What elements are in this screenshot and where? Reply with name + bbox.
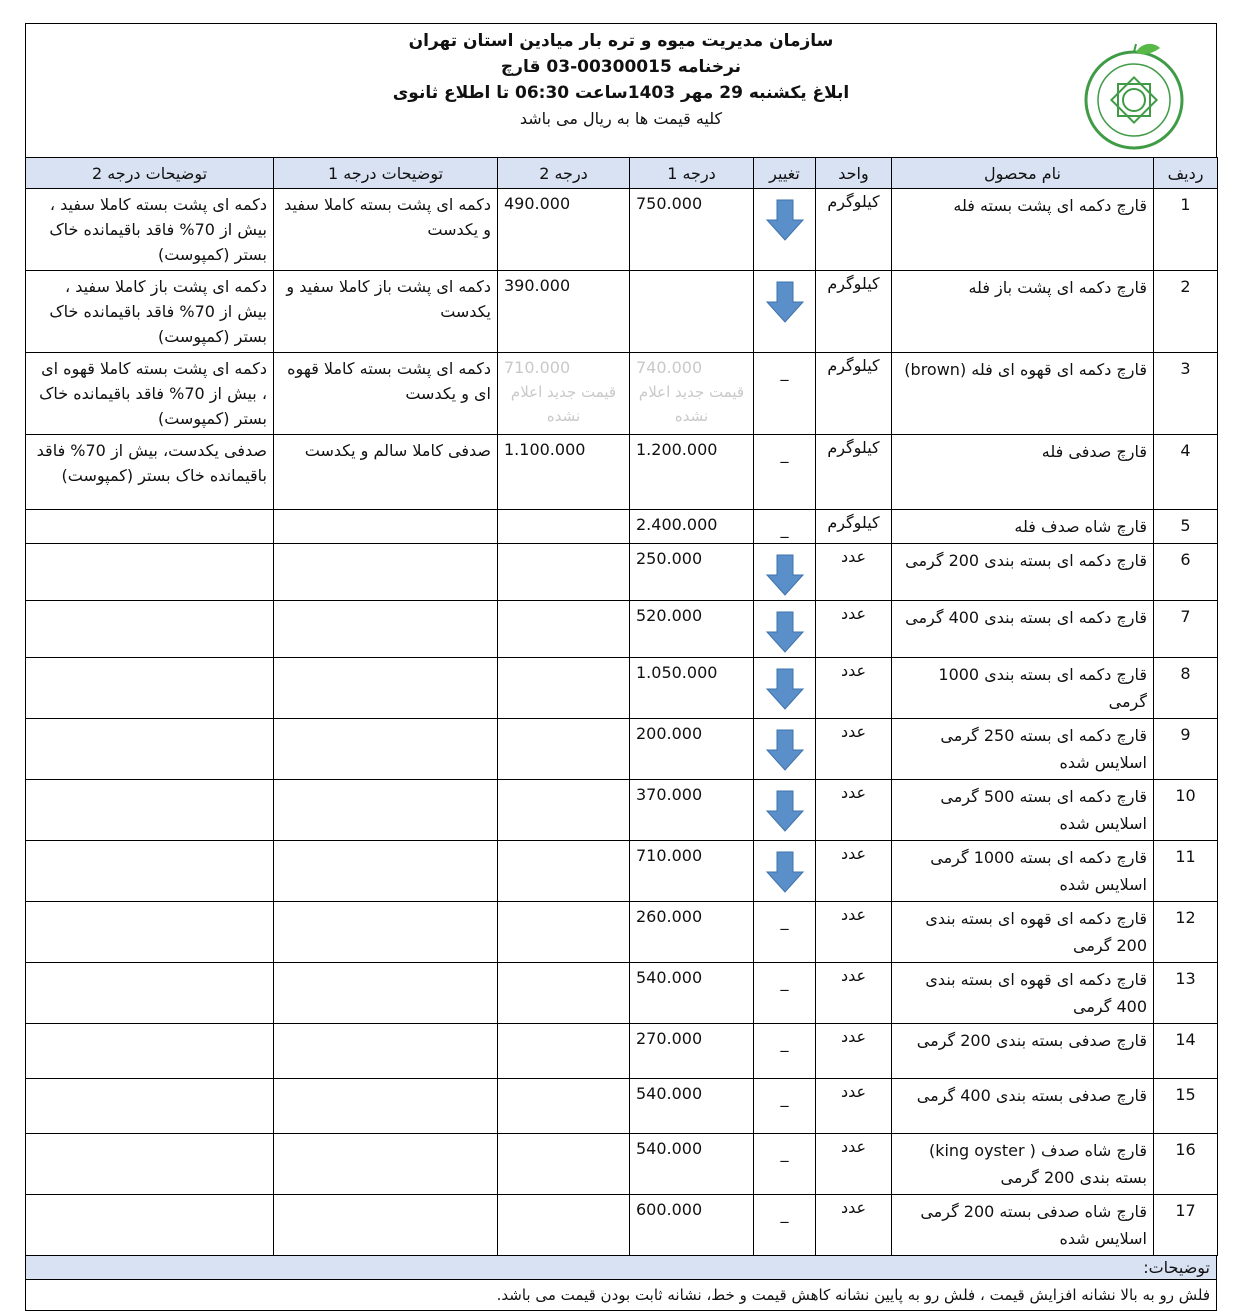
table-row bbox=[26, 719, 1218, 780]
product-name-text: قارچ دکمه ای قهوه ای فله (brown) bbox=[904, 360, 1147, 379]
unit-text: عدد bbox=[840, 783, 867, 802]
product-name bbox=[892, 271, 1154, 353]
grade2-description bbox=[26, 719, 274, 780]
organization-logo-icon bbox=[1080, 34, 1188, 152]
unit-text: عدد bbox=[840, 661, 867, 680]
unit bbox=[816, 435, 892, 510]
row-number bbox=[1154, 1024, 1218, 1079]
unit-text: عدد bbox=[840, 1198, 867, 1217]
row-number bbox=[1154, 510, 1218, 544]
table-row bbox=[26, 544, 1218, 601]
grade2-description bbox=[26, 189, 274, 271]
grade2-price-text: 490.000 bbox=[504, 194, 571, 213]
col-grade2: درجه 2 bbox=[498, 158, 630, 189]
grade1-price bbox=[630, 902, 754, 963]
price-table bbox=[25, 157, 1218, 1256]
row-number-text: 17 bbox=[1175, 1201, 1196, 1220]
grade1-price-text: 540.000 bbox=[636, 1084, 703, 1103]
price-change bbox=[754, 1134, 816, 1195]
row-number bbox=[1154, 841, 1218, 902]
grade2-note: قیمت جدید اعلام نشده bbox=[510, 383, 617, 425]
row-number bbox=[1154, 1079, 1218, 1134]
grade1-price bbox=[630, 658, 754, 719]
grade1-price bbox=[630, 841, 754, 902]
grade1-price-text: 600.000 bbox=[636, 1200, 703, 1219]
grade2-price bbox=[498, 780, 630, 841]
price-change bbox=[754, 841, 816, 902]
product-name-text: قارچ دکمه ای بسته 500 گرمی اسلایس شده bbox=[940, 787, 1147, 833]
notes-header: توضیحات: bbox=[25, 1256, 1217, 1280]
dash-icon: _ bbox=[780, 519, 789, 538]
col-desc1: توضیحات درجه 1 bbox=[274, 158, 498, 189]
grade1-description bbox=[274, 719, 498, 780]
col-row: ردیف bbox=[1154, 158, 1218, 189]
row-number bbox=[1154, 1134, 1218, 1195]
grade2-price bbox=[498, 1195, 630, 1256]
price-change bbox=[754, 435, 816, 510]
arrow-down-icon bbox=[765, 850, 805, 894]
grade1-price-text: 750.000 bbox=[636, 194, 703, 213]
row-number-text: 1 bbox=[1180, 195, 1191, 214]
grade2-description bbox=[26, 780, 274, 841]
row-number bbox=[1154, 902, 1218, 963]
grade2-description bbox=[26, 963, 274, 1024]
grade1-description bbox=[274, 1079, 498, 1134]
row-number-text: 6 bbox=[1180, 550, 1191, 569]
grade2-price bbox=[498, 544, 630, 601]
product-name-text: قارچ دکمه ای بسته 250 گرمی اسلایس شده bbox=[940, 726, 1147, 772]
unit bbox=[816, 510, 892, 544]
grade1-note: قیمت جدید اعلام نشده bbox=[638, 383, 745, 425]
grade2-description bbox=[26, 510, 274, 544]
grade2-price-text: 390.000 bbox=[504, 276, 571, 295]
row-number-text: 13 bbox=[1175, 969, 1196, 988]
row-number-text: 7 bbox=[1180, 607, 1191, 626]
grade1-price-text: 1.050.000 bbox=[636, 663, 718, 682]
grade1-description-text: صدفی کاملا سالم و یکدست bbox=[304, 441, 491, 460]
price-change bbox=[754, 601, 816, 658]
grade2-price bbox=[498, 658, 630, 719]
unit bbox=[816, 601, 892, 658]
price-change bbox=[754, 1024, 816, 1079]
price-change bbox=[754, 1079, 816, 1134]
grade1-price bbox=[630, 1134, 754, 1195]
row-number-text: 8 bbox=[1180, 664, 1191, 683]
grade2-description bbox=[26, 435, 274, 510]
price-change bbox=[754, 719, 816, 780]
product-name bbox=[892, 841, 1154, 902]
table-row bbox=[26, 963, 1218, 1024]
product-name-text: قارچ دکمه ای قهوه ای بسته بندی 200 گرمی bbox=[925, 909, 1147, 955]
unit-text: عدد bbox=[840, 1027, 867, 1046]
price-change bbox=[754, 353, 816, 435]
row-number-text: 14 bbox=[1175, 1030, 1196, 1049]
grade2-description bbox=[26, 1024, 274, 1079]
product-name-text: قارچ دکمه ای بسته بندی 1000 گرمی bbox=[938, 665, 1147, 711]
unit-text: عدد bbox=[840, 547, 867, 566]
row-number-text: 5 bbox=[1180, 516, 1191, 535]
grade1-price-text: 250.000 bbox=[636, 549, 703, 568]
grade2-price bbox=[498, 353, 630, 435]
grade1-description bbox=[274, 963, 498, 1024]
grade1-price bbox=[630, 1024, 754, 1079]
dash-icon: _ bbox=[780, 1204, 789, 1223]
sheet-header bbox=[25, 23, 1217, 157]
price-change bbox=[754, 1195, 816, 1256]
grade1-description bbox=[274, 271, 498, 353]
announcement-date: ابلاغ یکشنبه 29 مهر 1403ساعت 06:30 تا اطلاع ثانوی bbox=[392, 83, 850, 103]
grade2-price bbox=[498, 1079, 630, 1134]
grade1-description bbox=[274, 189, 498, 271]
table-row bbox=[26, 1134, 1218, 1195]
table-row bbox=[26, 1024, 1218, 1079]
product-name-text: قارچ دکمه ای پشت باز فله bbox=[968, 278, 1147, 297]
col-name: نام محصول bbox=[892, 158, 1154, 189]
unit bbox=[816, 963, 892, 1024]
unit bbox=[816, 544, 892, 601]
product-name bbox=[892, 902, 1154, 963]
row-number bbox=[1154, 1195, 1218, 1256]
row-number-text: 11 bbox=[1175, 847, 1196, 866]
grade1-price-text: 710.000 bbox=[636, 846, 703, 865]
grade1-price bbox=[630, 1079, 754, 1134]
grade1-price bbox=[630, 271, 754, 353]
unit-text: کیلوگرم bbox=[827, 513, 880, 532]
row-number-text: 10 bbox=[1175, 786, 1196, 805]
grade1-description bbox=[274, 601, 498, 658]
grade2-description-text: دکمه ای پشت باز کاملا سفید ، بیش از 70% فاقد باقیمانده خاک بستر (کمپوست) bbox=[49, 277, 267, 346]
product-name-text: قارچ شاه صدف فله bbox=[1014, 517, 1147, 536]
price-change bbox=[754, 902, 816, 963]
grade2-price bbox=[498, 1024, 630, 1079]
unit bbox=[816, 1079, 892, 1134]
dash-icon: _ bbox=[780, 362, 789, 381]
table-row bbox=[26, 189, 1218, 271]
table-row bbox=[26, 780, 1218, 841]
grade2-price bbox=[498, 435, 630, 510]
row-number bbox=[1154, 544, 1218, 601]
grade1-description bbox=[274, 1134, 498, 1195]
unit-text: عدد bbox=[840, 722, 867, 741]
grade1-description-text: دکمه ای پشت باز کاملا سفید و یکدست bbox=[286, 277, 491, 321]
unit-text: کیلوگرم bbox=[827, 192, 880, 211]
unit-text: عدد bbox=[840, 966, 867, 985]
grade1-description bbox=[274, 1195, 498, 1256]
grade1-description bbox=[274, 658, 498, 719]
grade2-description bbox=[26, 902, 274, 963]
grade1-description bbox=[274, 435, 498, 510]
grade2-price bbox=[498, 719, 630, 780]
row-number-text: 2 bbox=[1180, 277, 1191, 296]
grade1-description bbox=[274, 544, 498, 601]
price-change bbox=[754, 544, 816, 601]
product-name-text: قارچ دکمه ای قهوه ای بسته بندی 400 گرمی bbox=[925, 970, 1147, 1016]
table-row bbox=[26, 435, 1218, 510]
grade2-price bbox=[498, 841, 630, 902]
dash-icon: _ bbox=[780, 911, 789, 930]
grade1-price bbox=[630, 353, 754, 435]
grade1-description bbox=[274, 353, 498, 435]
arrow-down-icon bbox=[765, 667, 805, 711]
grade2-price bbox=[498, 902, 630, 963]
row-number bbox=[1154, 271, 1218, 353]
unit bbox=[816, 902, 892, 963]
unit-text: کیلوگرم bbox=[827, 438, 880, 457]
dash-icon: _ bbox=[780, 444, 789, 463]
arrow-down-icon bbox=[765, 610, 805, 654]
col-change: تغییر bbox=[754, 158, 816, 189]
grade1-description bbox=[274, 841, 498, 902]
unit bbox=[816, 1195, 892, 1256]
currency-note: کلیه قیمت ها به ریال می باشد bbox=[519, 109, 723, 128]
grade1-price-text: 270.000 bbox=[636, 1029, 703, 1048]
arrow-down-icon bbox=[765, 280, 805, 324]
product-name bbox=[892, 544, 1154, 601]
product-name-text: قارچ صدفی فله bbox=[1041, 442, 1147, 461]
grade1-description bbox=[274, 1024, 498, 1079]
table-row bbox=[26, 1195, 1218, 1256]
notes-text: فلش رو به بالا نشانه افزایش قیمت ، فلش رو به پایین نشانه کاهش قیمت و خط، نشانه ثابت بودن قیمت می باشد. bbox=[25, 1280, 1217, 1311]
grade2-description bbox=[26, 1195, 274, 1256]
grade2-price bbox=[498, 271, 630, 353]
product-name-text: قارچ دکمه ای بسته بندی 400 گرمی bbox=[905, 608, 1147, 627]
table-row bbox=[26, 902, 1218, 963]
unit-text: عدد bbox=[840, 905, 867, 924]
grade2-description bbox=[26, 841, 274, 902]
unit-text: کیلوگرم bbox=[827, 356, 880, 375]
product-name bbox=[892, 189, 1154, 271]
arrow-down-icon bbox=[765, 553, 805, 597]
grade1-price-text: 2.400.000 bbox=[636, 515, 718, 534]
grade1-price bbox=[630, 1195, 754, 1256]
product-name-text: قارچ شاه صدف ( king oyster) بسته بندی 200 گرمی bbox=[928, 1141, 1147, 1187]
product-name-text: قارچ صدفی بسته بندی 400 گرمی bbox=[916, 1086, 1147, 1105]
row-number bbox=[1154, 780, 1218, 841]
dash-icon: _ bbox=[780, 1143, 789, 1162]
grade1-price-text: 260.000 bbox=[636, 907, 703, 926]
organization-title: سازمان مدیریت میوه و تره بار میادین استان تهران bbox=[408, 31, 834, 51]
grade2-price bbox=[498, 510, 630, 544]
dash-icon: _ bbox=[780, 1088, 789, 1107]
unit bbox=[816, 841, 892, 902]
grade1-price bbox=[630, 544, 754, 601]
grade1-price-text: 740.000 bbox=[636, 358, 703, 377]
row-number bbox=[1154, 601, 1218, 658]
product-name bbox=[892, 719, 1154, 780]
grade2-description-text: دکمه ای پشت بسته کاملا قهوه ای ، بیش از 70% فاقد باقیمانده خاک بستر (کمپوست) bbox=[39, 359, 267, 428]
grade2-price-text: 710.000 bbox=[504, 358, 571, 377]
product-name-text: قارچ دکمه ای بسته بندی 200 گرمی bbox=[905, 551, 1147, 570]
table-row bbox=[26, 510, 1218, 544]
grade2-description-text: دکمه ای پشت بسته کاملا سفید ، بیش از 70% فاقد باقیمانده خاک بستر (کمپوست) bbox=[49, 195, 267, 264]
grade1-price-text: 1.200.000 bbox=[636, 440, 718, 459]
title-block bbox=[26, 28, 1216, 132]
unit bbox=[816, 1024, 892, 1079]
product-name bbox=[892, 510, 1154, 544]
unit-text: عدد bbox=[840, 1137, 867, 1156]
grade1-price bbox=[630, 719, 754, 780]
grade1-price bbox=[630, 510, 754, 544]
price-change bbox=[754, 963, 816, 1024]
grade1-description-text: دکمه ای پشت بسته کاملا سفید و یکدست bbox=[284, 195, 491, 239]
grade1-description bbox=[274, 902, 498, 963]
price-change bbox=[754, 510, 816, 544]
row-number-text: 15 bbox=[1175, 1085, 1196, 1104]
product-name-text: قارچ صدفی بسته بندی 200 گرمی bbox=[916, 1031, 1147, 1050]
grade1-price-text: 370.000 bbox=[636, 785, 703, 804]
grade2-description bbox=[26, 1134, 274, 1195]
grade1-price-text: 520.000 bbox=[636, 606, 703, 625]
row-number-text: 3 bbox=[1180, 359, 1191, 378]
grade2-description bbox=[26, 658, 274, 719]
unit-text: عدد bbox=[840, 844, 867, 863]
arrow-down-icon bbox=[765, 728, 805, 772]
table-row bbox=[26, 353, 1218, 435]
grade2-description bbox=[26, 353, 274, 435]
product-name bbox=[892, 1134, 1154, 1195]
price-change bbox=[754, 271, 816, 353]
row-number bbox=[1154, 189, 1218, 271]
table-row bbox=[26, 601, 1218, 658]
product-name bbox=[892, 1195, 1154, 1256]
grade2-price bbox=[498, 963, 630, 1024]
grade2-description bbox=[26, 1079, 274, 1134]
grade1-price bbox=[630, 780, 754, 841]
unit bbox=[816, 353, 892, 435]
grade2-description bbox=[26, 601, 274, 658]
unit-text: کیلوگرم bbox=[827, 274, 880, 293]
table-row bbox=[26, 271, 1218, 353]
product-name bbox=[892, 658, 1154, 719]
product-name bbox=[892, 780, 1154, 841]
unit bbox=[816, 189, 892, 271]
grade2-price bbox=[498, 601, 630, 658]
col-grade1: درجه 1 bbox=[630, 158, 754, 189]
price-change bbox=[754, 780, 816, 841]
row-number-text: 4 bbox=[1180, 441, 1191, 460]
table-header-row bbox=[26, 158, 1218, 189]
arrow-down-icon bbox=[765, 198, 805, 242]
product-name-text: قارچ شاه صدفی بسته 200 گرمی اسلایس شده bbox=[920, 1202, 1147, 1248]
unit-text: عدد bbox=[840, 604, 867, 623]
unit bbox=[816, 658, 892, 719]
row-number bbox=[1154, 658, 1218, 719]
arrow-down-icon bbox=[765, 789, 805, 833]
dash-icon: _ bbox=[780, 972, 789, 991]
table-row bbox=[26, 841, 1218, 902]
grade1-price-text: 540.000 bbox=[636, 1139, 703, 1158]
col-unit: واحد bbox=[816, 158, 892, 189]
unit-text: عدد bbox=[840, 1082, 867, 1101]
row-number-text: 16 bbox=[1175, 1140, 1196, 1159]
row-number bbox=[1154, 963, 1218, 1024]
grade1-price bbox=[630, 435, 754, 510]
table-row bbox=[26, 658, 1218, 719]
grade1-price bbox=[630, 963, 754, 1024]
grade1-description-text: دکمه ای پشت بسته کاملا قهوه ای و یکدست bbox=[287, 359, 491, 403]
product-name bbox=[892, 435, 1154, 510]
row-number bbox=[1154, 435, 1218, 510]
grade2-description-text: صدفی یکدست، بیش از 70% فاقد باقیمانده خاک بستر (کمپوست) bbox=[36, 441, 267, 485]
row-number bbox=[1154, 353, 1218, 435]
row-number-text: 9 bbox=[1180, 725, 1191, 744]
product-name bbox=[892, 963, 1154, 1024]
unit bbox=[816, 780, 892, 841]
grade2-price bbox=[498, 189, 630, 271]
price-list-number: نرخنامه 00300015-03 قارچ bbox=[500, 57, 742, 77]
price-sheet bbox=[25, 23, 1217, 1311]
table-body bbox=[26, 189, 1218, 1256]
grade2-description bbox=[26, 271, 274, 353]
grade2-price-text: 1.100.000 bbox=[504, 440, 586, 459]
grade1-description bbox=[274, 780, 498, 841]
row-number-text: 12 bbox=[1175, 908, 1196, 927]
product-name bbox=[892, 1024, 1154, 1079]
grade1-description bbox=[274, 510, 498, 544]
unit bbox=[816, 271, 892, 353]
grade2-price bbox=[498, 1134, 630, 1195]
dash-icon: _ bbox=[780, 1033, 789, 1052]
price-change bbox=[754, 189, 816, 271]
product-name bbox=[892, 353, 1154, 435]
grade1-price-text: 540.000 bbox=[636, 968, 703, 987]
row-number bbox=[1154, 719, 1218, 780]
grade1-price bbox=[630, 601, 754, 658]
grade1-price bbox=[630, 189, 754, 271]
table-row bbox=[26, 1079, 1218, 1134]
grade2-description bbox=[26, 544, 274, 601]
price-change bbox=[754, 658, 816, 719]
product-name-text: قارچ دکمه ای پشت بسته فله bbox=[953, 196, 1147, 215]
unit bbox=[816, 719, 892, 780]
col-desc2: توضیحات درجه 2 bbox=[26, 158, 274, 189]
unit bbox=[816, 1134, 892, 1195]
product-name bbox=[892, 1079, 1154, 1134]
grade1-price-text: 200.000 bbox=[636, 724, 703, 743]
product-name-text: قارچ دکمه ای بسته 1000 گرمی اسلایس شده bbox=[930, 848, 1147, 894]
product-name bbox=[892, 601, 1154, 658]
